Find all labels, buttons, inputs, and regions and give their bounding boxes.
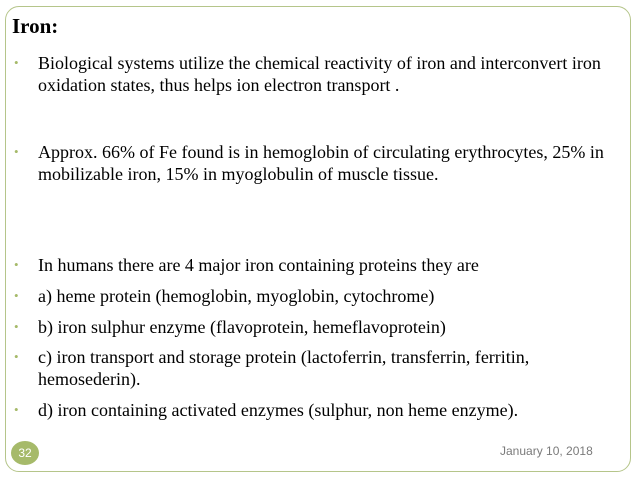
bullet-icon: • [14, 288, 19, 303]
bullet-icon: • [14, 257, 19, 272]
bullet-item-2 [12, 141, 624, 185]
bullet-item-7 [12, 399, 624, 421]
bullet-item-3 [12, 254, 624, 276]
bullet-text: In humans there are 4 major iron containing proteins they are [38, 255, 479, 275]
bullet-icon: • [14, 402, 19, 417]
bullet-text: b) iron sulphur enzyme (flavoprotein, hemeflavoprotein) [38, 317, 446, 337]
bullet-icon: • [14, 349, 19, 364]
slide-date: January 10, 2018 [500, 444, 593, 458]
bullet-item-1 [12, 52, 624, 96]
bullet-text: Approx. 66% of Fe found is in hemoglobin of circulating erythrocytes, 25% in mobilizable iron, 15% in myoglobulin of muscle tissue. [38, 142, 604, 184]
bullet-icon: • [14, 319, 19, 334]
bullet-text: d) iron containing activated enzymes (sulphur, non heme enzyme). [38, 400, 519, 420]
bullet-text: a) heme protein (hemoglobin, myoglobin, cytochrome) [38, 286, 435, 306]
bullet-item-4 [12, 285, 624, 307]
bullet-text: c) iron transport and storage protein (lactoferrin, transferrin, ferritin, hemosederin). [38, 347, 530, 389]
bullet-item-5 [12, 316, 624, 338]
slide-title: Iron: [12, 14, 59, 38]
page-number-badge: 32 [11, 441, 39, 465]
bullet-icon: • [14, 55, 19, 70]
bullet-item-6 [12, 346, 624, 390]
bullet-icon: • [14, 144, 19, 159]
bullet-text: Biological systems utilize the chemical reactivity of iron and interconvert iron oxidation states, thus helps ion electron transport . [38, 53, 601, 95]
